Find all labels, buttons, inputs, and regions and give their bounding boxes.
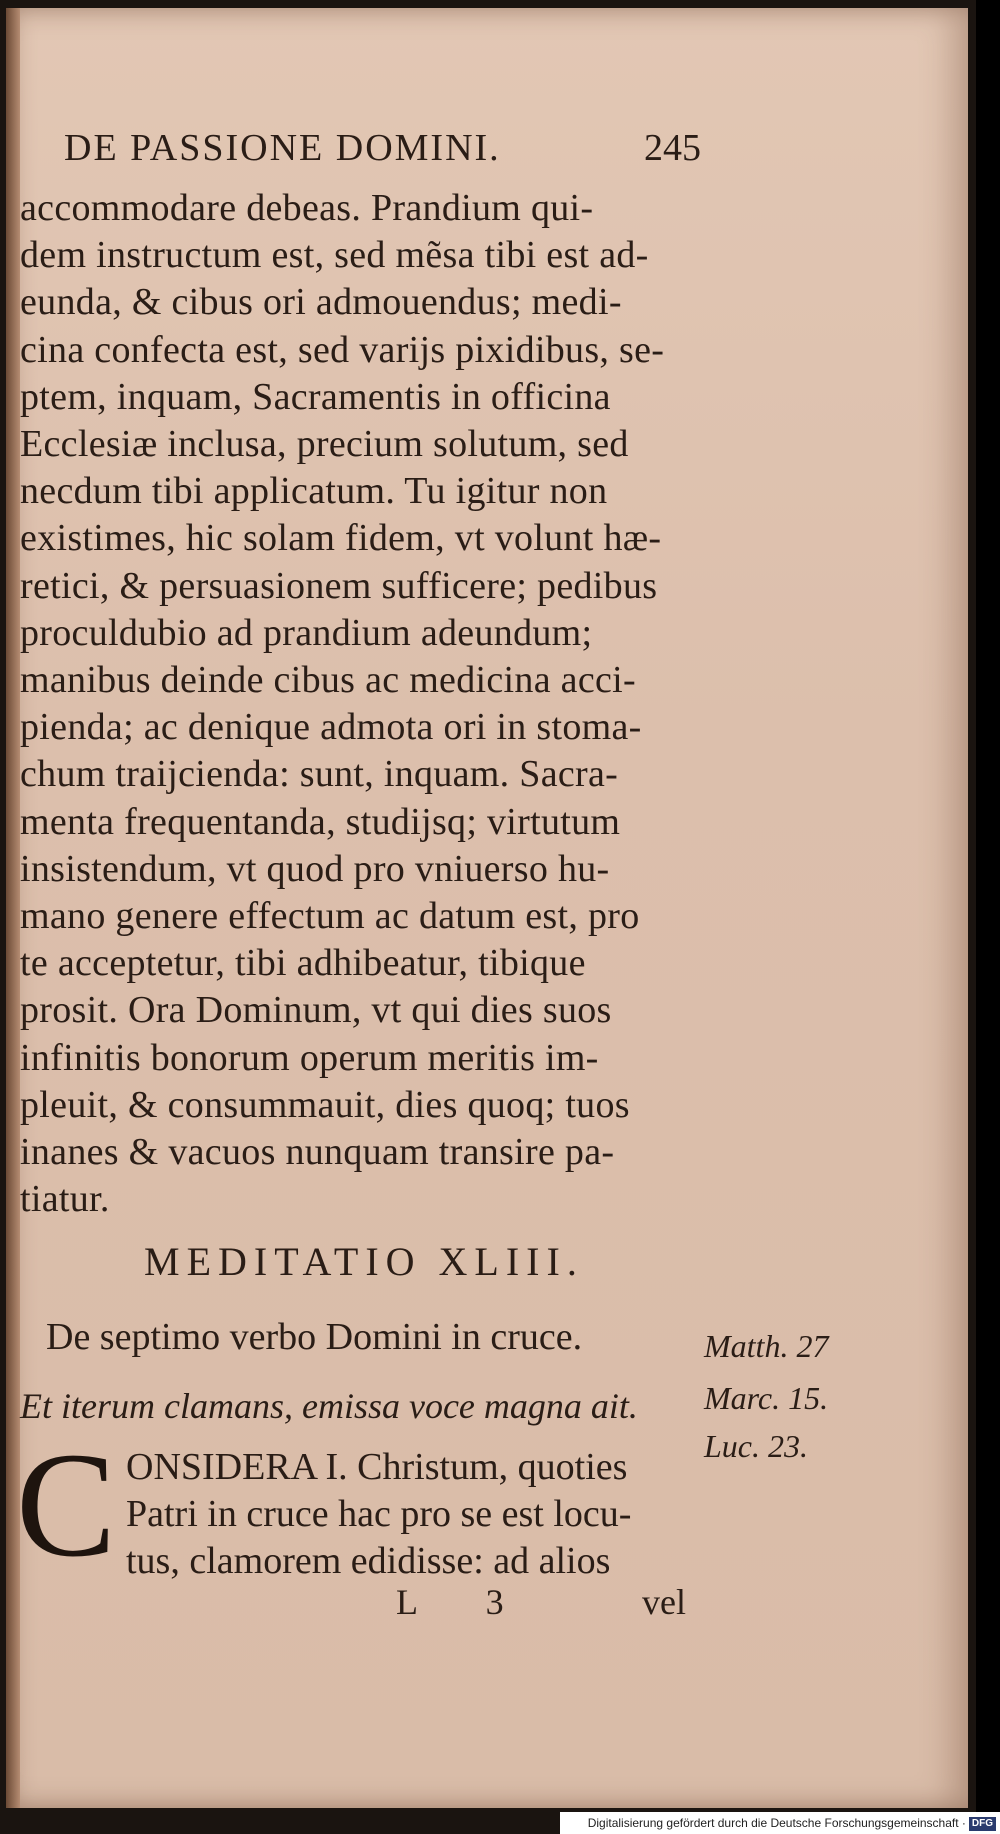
body-line: te acceptetur, tibi adhibeatur, tibique (20, 942, 586, 985)
body-line: tiatur. (20, 1178, 110, 1221)
drop-cap: C (16, 1422, 117, 1588)
margin-ref-mark: Marc. 15. (704, 1380, 829, 1416)
body-line: eunda, & cibus ori admouendus; medi- (20, 281, 622, 324)
body-line: accommodare debeas. Prandium qui- (20, 187, 594, 229)
body-line: dem instructum est, sed mẽsa tibi est ad- (20, 234, 649, 277)
body-line: infinitis bonorum operum meritis im- (20, 1036, 599, 1079)
body-line: manibus deinde cibus ac medicina acci- (20, 659, 636, 701)
running-header: DE PASSIONE DOMINI. (64, 127, 501, 169)
body-line: pleuit, & consummauit, dies quoq; tuos (20, 1083, 630, 1126)
scan-border (976, 0, 1000, 1820)
margin-ref-luke: Luc. 23. (704, 1428, 808, 1464)
signature-mark: L 3 (396, 1582, 534, 1622)
body-line: chum traijcienda: sunt, inquam. Sacra- (20, 753, 619, 796)
margin-ref-matthew: Matth. 27 (704, 1328, 829, 1364)
cap-line: Patri in cruce hac pro se est locu- (126, 1493, 632, 1535)
body-line: menta frequentanda, studijsq; virtutum (20, 800, 621, 843)
body-line: insistendum, vt quod pro vniuerso hu- (20, 847, 610, 890)
body-line: prosit. Ora Dominum, vt qui dies suos (20, 989, 612, 1032)
digitization-footer (560, 1812, 1000, 1834)
body-line: retici, & persuasionem sufficere; pedibus (20, 564, 658, 607)
cap-line: ONSIDERA I. Christum, quoties (126, 1446, 628, 1488)
body-line: pienda; ac denique admota ori in stoma- (20, 706, 642, 749)
footer-text: Digitalisierung gefördert durch die Deutsche Forschungsgemeinschaft · (587, 1816, 966, 1830)
cap-line: tus, clamorem edidisse: ad alios (126, 1540, 611, 1582)
body-line: proculdubio ad prandium adeundum; (20, 611, 593, 654)
body-line: necdum tibi applicatum. Tu igitur non (20, 470, 608, 513)
body-line: cina confecta est, sed varijs pixidibus, se- (20, 328, 665, 371)
book-page (6, 8, 968, 1808)
dfg-logo: DFG (969, 1817, 996, 1831)
section-heading: MEDITATIO XLIII. (144, 1239, 584, 1284)
body-line: inanes & vacuos nunquam transire pa- (20, 1131, 615, 1173)
scripture-quote: Et iterum clamans, emissa voce magna ait. (20, 1386, 638, 1426)
page-number: 245 (644, 127, 701, 169)
catchword: vel (642, 1582, 686, 1622)
section-subtitle: De septimo verbo Domini in cruce. (46, 1316, 583, 1358)
body-line: existimes, hic solam fidem, vt volunt hæ- (20, 517, 662, 560)
body-line: mano genere effectum ac datum est, pro (20, 895, 640, 937)
body-line: ptem, inquam, Sacramentis in officina (20, 375, 611, 418)
body-line: Ecclesiæ inclusa, precium solutum, sed (20, 423, 629, 465)
